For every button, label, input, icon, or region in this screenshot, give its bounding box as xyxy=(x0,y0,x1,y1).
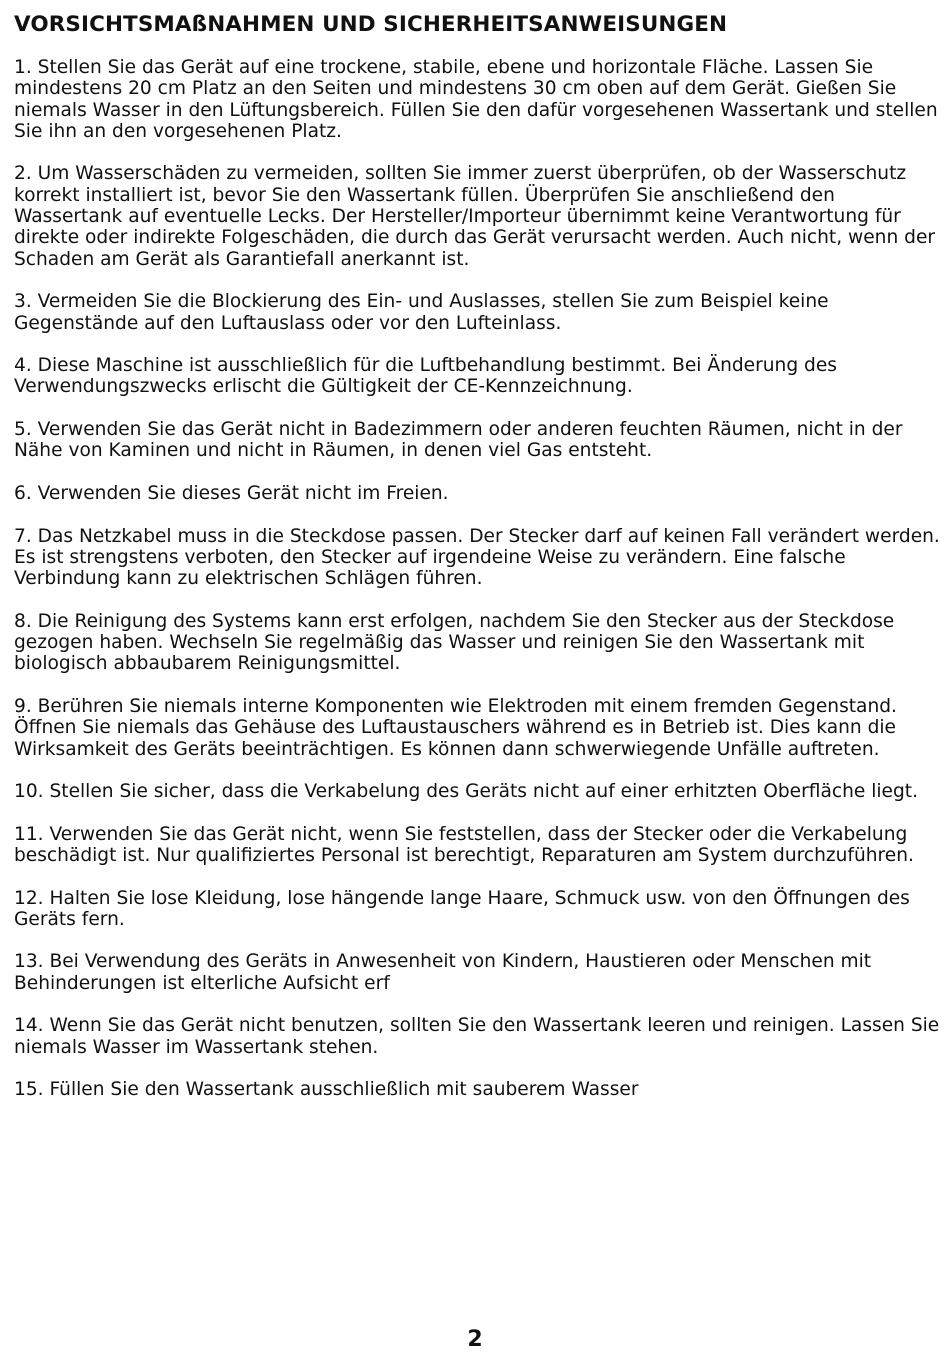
instruction-item-1: 1. Stellen Sie das Gerät auf eine trockene, stabile, ebene und horizontale Fläche. Lassen Sie mindestens 20 cm Platz an den Seiten und mindestens 30 cm oben auf dem Gerät. Gießen Sie niemals Wasser in den Lüftungsbereich. Füllen Sie den dafür vorgesehenen Wassertank und stellen Sie ihn an den vorgesehenen Platz. xyxy=(14,57,938,142)
instruction-item-11: 11. Verwenden Sie das Gerät nicht, wenn Sie feststellen, dass der Stecker oder die Verkabelung beschädigt ist. Nur qualifiziertes Personal ist berechtigt, Reparaturen am System durchzuführen. xyxy=(14,823,914,866)
document-page xyxy=(14,10,946,1122)
instruction-item-15: 15. Füllen Sie den Wassertank ausschließlich mit sauberem Wasser xyxy=(14,1079,639,1101)
instruction-item-3: 3. Vermeiden Sie die Blockierung des Ein- und Auslasses, stellen Sie zum Beispiel keine Gegenstände auf den Luftauslass oder vor den Lufteinlass. xyxy=(14,291,829,334)
instruction-item-7: 7. Das Netzkabel muss in die Steckdose passen. Der Stecker darf auf keinen Fall verändert werden. Es ist strengstens verboten, den Stecker auf irgendeine Weise zu verändern. Eine falsche Verbindung kann zu elektrischen Schlägen führen. xyxy=(14,525,940,590)
instruction-item-13: 13. Bei Verwendung des Geräts in Anwesenheit von Kindern, Haustieren oder Menschen mit Behinderungen ist elterliche Aufsicht erf xyxy=(14,951,872,994)
instruction-item-5: 5. Verwenden Sie das Gerät nicht in Badezimmern oder anderen feuchten Räumen, nicht in der Nähe von Kaminen und nicht in Räumen, in denen viel Gas entsteht. xyxy=(14,419,903,462)
instruction-item-8: 8. Die Reinigung des Systems kann erst erfolgen, nachdem Sie den Stecker aus der Steckdose gezogen haben. Wechseln Sie regelmäßig das Wasser und reinigen Sie den Wassertank mit biologisch abbaubarem Reinigungsmittel. xyxy=(14,610,895,675)
instruction-item-9: 9. Berühren Sie niemals interne Komponenten wie Elektroden mit einem fremden Gegenstand. Öffnen Sie niemals das Gehäuse des Luftaustauschers während es in Betrieb ist. Dies kann die Wirksamkeit des Geräts beeinträchtigen. Es können dann schwerwiegende Unfälle auftreten. xyxy=(14,695,897,760)
instruction-item-12: 12. Halten Sie lose Kleidung, lose hängende lange Haare, Schmuck usw. von den Öffnungen des Geräts fern. xyxy=(14,887,910,930)
instruction-item-10: 10. Stellen Sie sicher, dass die Verkabelung des Geräts nicht auf einer erhitzten Oberfläche liegt. xyxy=(14,781,918,803)
instruction-item-6: 6. Verwenden Sie dieses Gerät nicht im Freien. xyxy=(14,482,449,504)
instruction-item-14: 14. Wenn Sie das Gerät nicht benutzen, sollten Sie den Wassertank leeren und reinigen. Lassen Sie niemals Wasser im Wassertank stehen. xyxy=(14,1015,940,1058)
instruction-item-4: 4. Diese Maschine ist ausschließlich für die Luftbehandlung bestimmt. Bei Änderung des Verwendungszwecks erlischt die Gültigkeit der CE-Kennzeichnung. xyxy=(14,355,837,398)
page-number: 2 xyxy=(467,1327,483,1352)
page-title: VORSICHTSMAßNAHMEN UND SICHERHEITSANWEISUNGEN xyxy=(14,12,728,37)
instruction-item-2: 2. Um Wasserschäden zu vermeiden, sollten Sie immer zuerst überprüfen, ob der Wasserschutz korrekt installiert ist, bevor Sie den Wassertank füllen. Überprüfen Sie anschließend den Wassertank auf eventuelle Lecks. Der Hersteller/Importeur übernimmt keine Verantwortung für direkte oder indirekte Folgeschäden, die durch das Gerät verursacht werden. Auch nicht, wenn der Schaden am Gerät als Garantiefall anerkannt ist. xyxy=(14,163,936,270)
